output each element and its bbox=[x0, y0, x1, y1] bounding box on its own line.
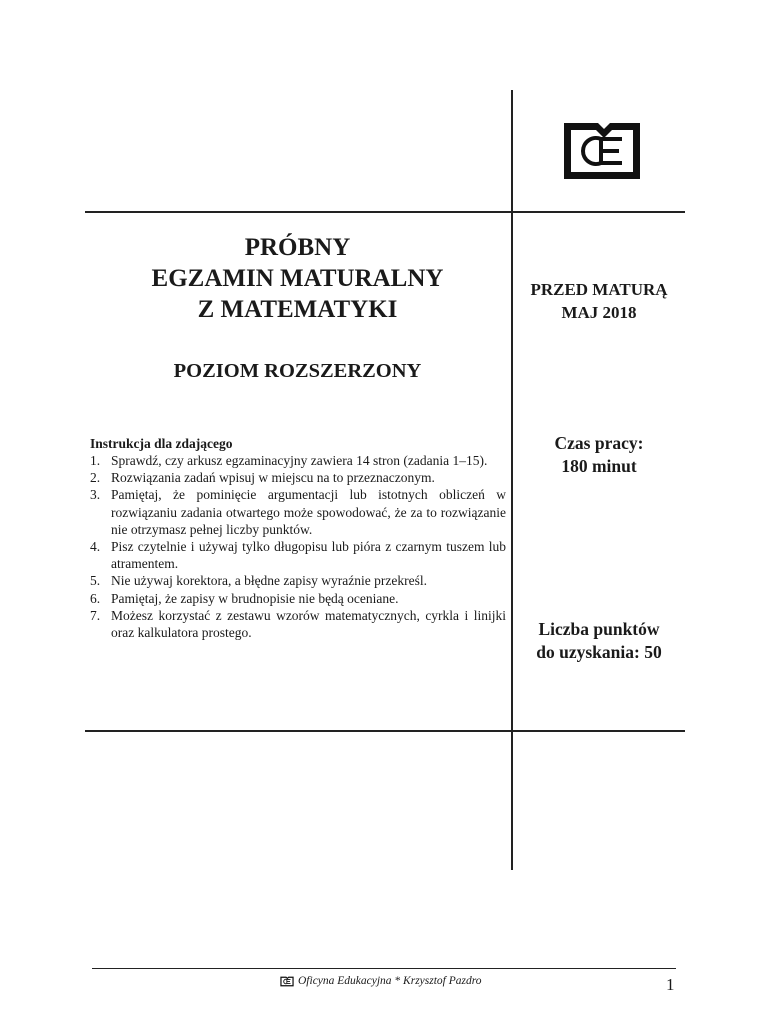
instruction-text: Możesz korzystać z zestawu wzorów matematycznych, cyrkla i linijki oraz kalkulatora prostego. bbox=[111, 607, 506, 641]
duration-label: Czas pracy: bbox=[554, 433, 644, 453]
top-horizontal-rule bbox=[85, 211, 685, 213]
instruction-number: 7. bbox=[90, 607, 101, 623]
instruction-item bbox=[90, 469, 506, 486]
instruction-number: 6. bbox=[90, 590, 101, 606]
instruction-number: 2. bbox=[90, 470, 101, 486]
vertical-divider bbox=[511, 90, 513, 870]
oe-logo-small-icon bbox=[280, 976, 294, 987]
instruction-item bbox=[90, 452, 506, 469]
instruction-number: 4. bbox=[90, 539, 101, 555]
instruction-item bbox=[90, 538, 506, 572]
footer-rule bbox=[92, 968, 676, 969]
exam-duration bbox=[515, 432, 683, 478]
exam-points bbox=[515, 618, 683, 664]
instruction-text: Pamiętaj, że pominięcie argumentacji lub istotnych obliczeń w rozwiązaniu zadania otwartego może spowodować, że za to rozwiązanie nie otrzymasz pełnej liczby punktów. bbox=[111, 487, 506, 537]
session-name: PRZED MATURĄ bbox=[530, 280, 668, 299]
instructions-list bbox=[90, 452, 506, 641]
session-date: MAJ 2018 bbox=[561, 303, 637, 322]
instruction-item bbox=[90, 590, 506, 607]
exam-title bbox=[85, 232, 510, 325]
page-number: 1 bbox=[666, 975, 675, 994]
instruction-number: 1. bbox=[90, 453, 101, 468]
bottom-horizontal-rule bbox=[85, 730, 685, 732]
instruction-text: Nie używaj korektora, a błędne zapisy wyraźnie przekreśl. bbox=[111, 573, 427, 589]
title-line: Z MATEMATYKI bbox=[197, 296, 398, 323]
instruction-number: 3. bbox=[90, 487, 101, 503]
instruction-item bbox=[90, 572, 506, 589]
instructions-heading: Instrukcja dla zdającego bbox=[90, 436, 233, 451]
title-line: EGZAMIN MATURALNY bbox=[151, 265, 444, 292]
instruction-item bbox=[90, 486, 506, 538]
exam-level: POZIOM ROZSZERZONY bbox=[173, 360, 422, 382]
instruction-item bbox=[90, 607, 506, 641]
publisher-name: Oficyna Edukacyjna * Krzysztof Pazdro bbox=[298, 975, 482, 987]
instruction-text: Sprawdź, czy arkusz egzaminacyjny zawiera 14 stron (zadania 1–15). bbox=[111, 453, 488, 468]
oe-logo-icon bbox=[562, 121, 642, 181]
exam-session bbox=[515, 278, 683, 324]
instruction-text: Pamiętaj, że zapisy w brudnopisie nie będą oceniane. bbox=[111, 590, 399, 606]
title-line: PRÓBNY bbox=[244, 234, 351, 261]
instruction-text: Pisz czytelnie i używaj tylko długopisu lub pióra z czarnym tuszem lub atramentem. bbox=[111, 539, 506, 572]
points-label: Liczba punktów bbox=[538, 619, 660, 639]
instruction-text: Rozwiązania zadań wpisuj w miejscu na to przeznaczonym. bbox=[111, 470, 435, 486]
instruction-number: 5. bbox=[90, 573, 101, 589]
duration-value: 180 minut bbox=[561, 456, 637, 476]
points-value: do uzyskania: 50 bbox=[536, 642, 662, 662]
footer bbox=[280, 975, 482, 987]
instructions-section bbox=[90, 435, 506, 641]
